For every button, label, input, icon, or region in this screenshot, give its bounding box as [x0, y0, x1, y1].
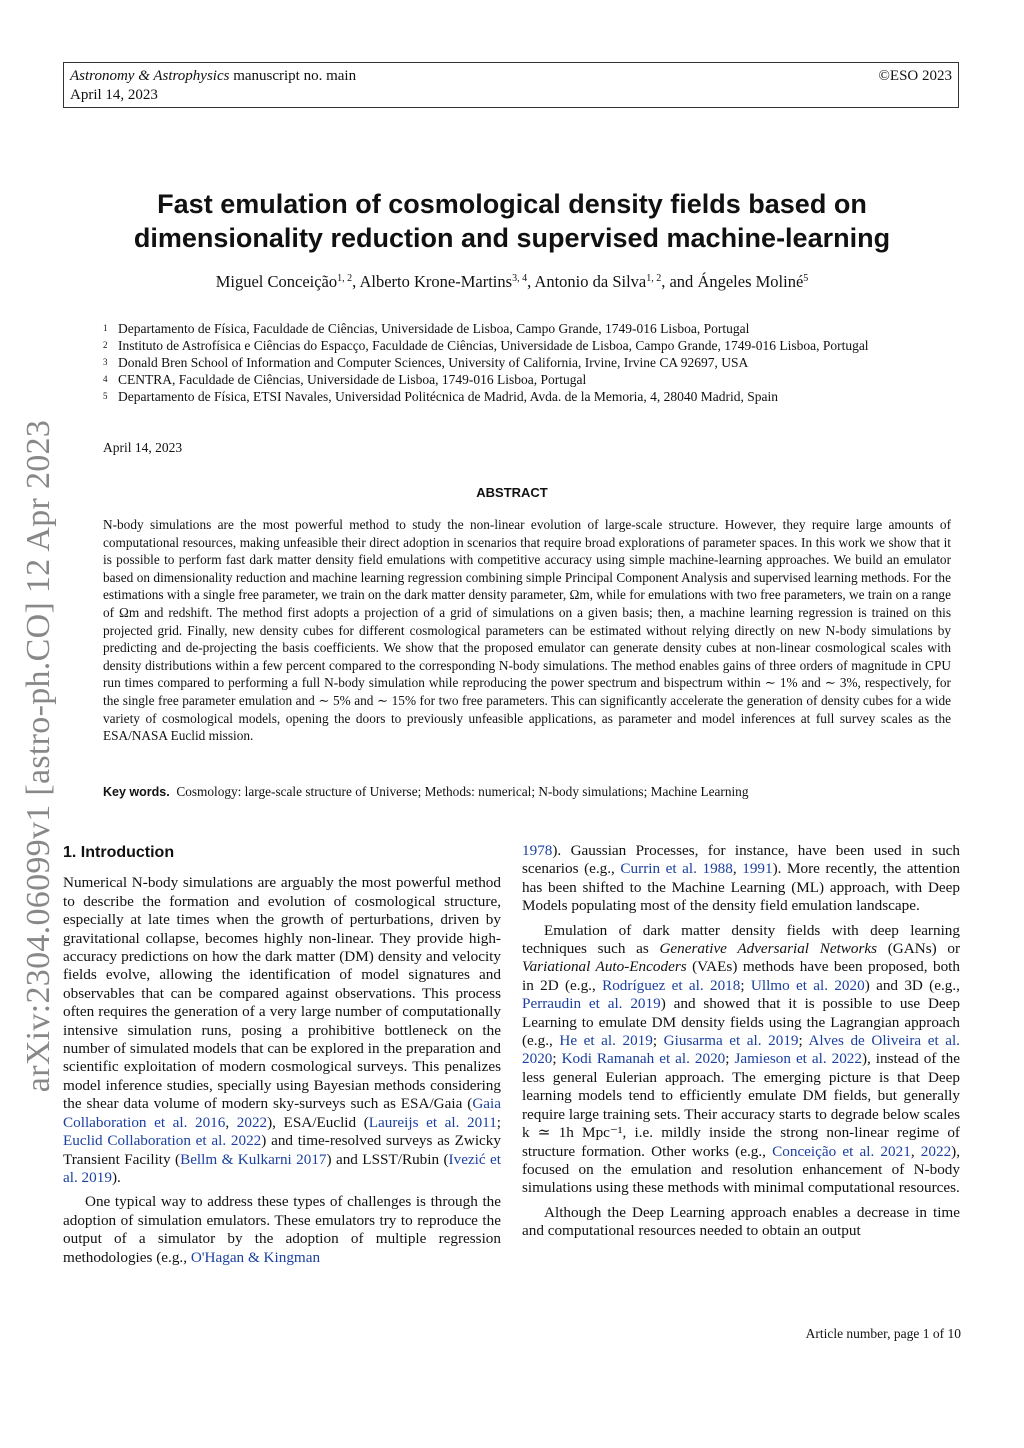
running-header [63, 62, 959, 108]
citation-link[interactable]: Kodi Ramanah et al. 2020 [561, 1050, 726, 1068]
arxiv-stamp: arXiv:2304.06099v1 [astro-ph.CO] 12 Apr 2023 [20, 419, 57, 1093]
citation-link[interactable]: Laureijs et al. 2011 [368, 1113, 497, 1131]
affiliations [103, 320, 943, 405]
citation-link[interactable]: Jamieson et al. 2022 [734, 1050, 862, 1068]
copyright: ©ESO 2023 [878, 68, 952, 84]
keywords-label: Key words. [103, 785, 170, 799]
citation-link[interactable]: Perraudin et al. 2019 [522, 995, 661, 1013]
paragraph: Although the Deep Learning approach enables a decrease in time and computational resources needed to obtain an output [522, 1203, 960, 1240]
received-date: April 14, 2023 [103, 440, 183, 455]
keywords-text: Cosmology: large-scale structure of Universe; Methods: numerical; N-body simulations; Machine Learning [176, 784, 749, 799]
author: Antonio da Silva [534, 272, 647, 291]
right-column [522, 842, 960, 1247]
page-footer: Article number, page 1 of 10 [805, 1326, 961, 1341]
citation-link[interactable]: He et al. 2019 [559, 1032, 653, 1050]
affiliation: 5 Departamento de Física, ETSI Navales, Universidad Politécnica de Madrid, Avda. de la Memoria, 4, 28040 Madrid, Spain [103, 389, 778, 404]
paragraph: One typical way to address these types of challenges is through the adoption of simulation emulators. These emulators try to reproduce the output of a simulator by the adoption of multiple regression methodologies (e.g., O'Hagan & Kingman [63, 1193, 501, 1266]
affiliation: 4 CENTRA, Faculdade de Ciências, Universidade de Lisboa, 1749-016 Lisboa, Portugal [103, 372, 587, 387]
author: Miguel Conceição [215, 272, 338, 291]
citation-link[interactable]: 1978 [522, 842, 553, 859]
abstract-heading: ABSTRACT [476, 485, 548, 500]
author: Alberto Krone-Martins [359, 272, 513, 291]
citation-link[interactable]: Ivezić et al. 2019 [63, 1150, 501, 1186]
citation-link[interactable]: Giusarma et al. 2019 [663, 1032, 799, 1050]
citation-link[interactable]: Gaia Collaboration et al. 2016 [63, 1095, 501, 1131]
citation-link[interactable]: 1991 [742, 860, 773, 878]
citation-link[interactable]: Currin et al. 1988 [620, 860, 733, 878]
left-column [63, 842, 501, 1273]
affiliation: 2 Instituto de Astrofísica e Ciências do Espacço, Faculdade de Ciências, Universidade de Lisboa, Campo Grande, 1749-016 Lisboa, Portugal [103, 338, 869, 353]
journal-name: Astronomy & Astrophysics [70, 68, 230, 84]
abstract-text: N-body simulations are the most powerful method to study the non-linear evolution of large-scale structure. However, they require large amounts of computational resources, making unfeasible their direct adoption in scenarios that require broad explorations of parameter spaces. In this work we show that it is possible to perform fast dark matter density field emulations with competitive accuracy using simple machine-learning approaches. We build an emulator based on dimensionality reduction and machine learning regression combining simple Principal Component Analysis and supervised learning methods. For the estimations with a single free parameter, we train on the dark matter density parameter, Ωm, while for emulations with two free parameters, we train on a range of Ωm and redshift. The method first adopts a projection of a grid of simulations on a given basis; then, a machine learning regression is trained on this projected grid. Finally, new density cubes for different cosmological parameters can be estimated without relying directly on new N-body simulations by predicting and de-projecting the basis coefficients. We show that the proposed emulator can generate density cubes at non-linear cosmological scales with density distributions within a few percent compared to the corresponding N-body simulations. The method enables gains of three orders of magnitude in CPU run times compared to performing a full N-body simulation while reproducing the power spectrum and bispectrum within ∼ 1% and ∼ 3%, respectively, for the single free parameter emulation and ∼ 5% and ∼ 15% for two free parameters. This can significantly accelerate the generation of density cubes for a wide variety of cosmological models, opening the doors to previously unfeasible applications, as parameter and model inferences at full survey scales as the ESA/NASA Euclid mission. [103, 517, 951, 744]
citation-link[interactable]: Ullmo et al. 2020 [750, 976, 865, 994]
citation-link[interactable]: Bellm & Kulkarni 2017 [180, 1150, 327, 1168]
paragraph: Numerical N-body simulations are arguably the most powerful method to describe the formation and evolution of cosmological structure, especially at late times when the growth of perturbations, driven by gravitational collapse, becomes highly non-linear. They provide high-accuracy predictions on how the dark matter (DM) density and velocity fields evolve, allowing the identification of model signatures and observables that can be compared against observations. This process often requires the generation of a very large number of computationally intensive simulation runs, posing a prohibitive bottleneck on the number of simulated models that can be explored in the preparation and scientific exploitation of modern cosmological surveys. This penalizes model inference studies, specially using Bayesian methods considering the shear data volume of modern sky-surveys such as ESA/Gaia (Gaia Collaboration et al. 2016, 2022), ESA/Euclid (Laureijs et al. 2011; Euclid Collaboration et al. 2022) and time-resolved surveys as Zwicky Transient Facility (Bellm & Kulkarni 2017) and LSST/Rubin (Ivezić et al. 2019). [63, 874, 502, 1186]
citation-link[interactable]: O'Hagan & Kingman [190, 1248, 321, 1266]
citation-link[interactable]: Euclid Collaboration et al. 2022 [63, 1132, 262, 1150]
affiliation: 1 Departamento de Física, Faculdade de Ciências, Universidade de Lisboa, Campo Grande, 1749-016 Lisboa, Portugal [103, 321, 750, 336]
keywords [103, 784, 951, 800]
author: Ángeles Moliné [697, 272, 804, 291]
citation-link[interactable]: 2022 [920, 1142, 952, 1160]
affiliation: 3 Donald Bren School of Information and Computer Sciences, University of California, Irvine, Irvine CA 92697, USA [103, 355, 749, 370]
citation-link[interactable]: 2022 [236, 1113, 268, 1131]
citation-link[interactable]: Alves de Oliveira et al. 2020 [522, 1032, 960, 1068]
journal-line [70, 67, 952, 86]
paragraph: 1978). Gaussian Processes, for instance, have been used in such scenarios (e.g., Currin et al. 1988, 1991). More recently, the attention has been shifted to the Machine Learning (ML) approach, with Deep Models populating most of the density field emulation landscape. [522, 842, 961, 915]
header-date: April 14, 2023 [70, 87, 158, 103]
manuscript-label: manuscript no. main [233, 68, 357, 84]
section-heading: 1. Introduction [63, 844, 175, 861]
author-list: Miguel Conceição$^{1, 2}$, Alberto Krone-Martins$^{3, 4}$, Antonio da Silva$^{1, 2}$, and Ángeles Moliné$^5$ [215, 272, 809, 291]
citation-link[interactable]: Rodríguez et al. 2018 [602, 976, 741, 994]
citation-link[interactable]: Conceição et al. 2021 [772, 1142, 911, 1160]
paragraph: Emulation of dark matter density fields with deep learning techniques such as Generative Adversarial Networks (GANs) or Variational Auto-Encoders (VAEs) methods have been proposed, both in 2D (e.g., Rodríguez et al. 2018; Ullmo et al. 2020) and 3D (e.g., Perraudin et al. 2019) and showed that it is possible to use Deep Learning to emulate DM density fields using the Lagrangian approach (e.g., He et al. 2019; Giusarma et al. 2019; Alves de Oliveira et al. 2020; Kodi Ramanah et al. 2020; Jamieson et al. 2022), instead of the less general Eulerian approach. The emerging picture is that Deep learning models tend to efficiently emulate DM fields, but generally require large training sets. Their accuracy starts to degrade below scales k ≃ 1h Mpc⁻¹, i.e. mildly inside the strong non-linear regime of structure formation. Other works (e.g., Conceição et al. 2021, 2022), focused on the emulation and resolution enhancement of N-body simulations using these methods with minimal computational resources. [522, 921, 961, 1197]
paper-title: Fast emulation of cosmological density fields based on dimensionality reduction and supervised machine-learning [133, 189, 891, 253]
